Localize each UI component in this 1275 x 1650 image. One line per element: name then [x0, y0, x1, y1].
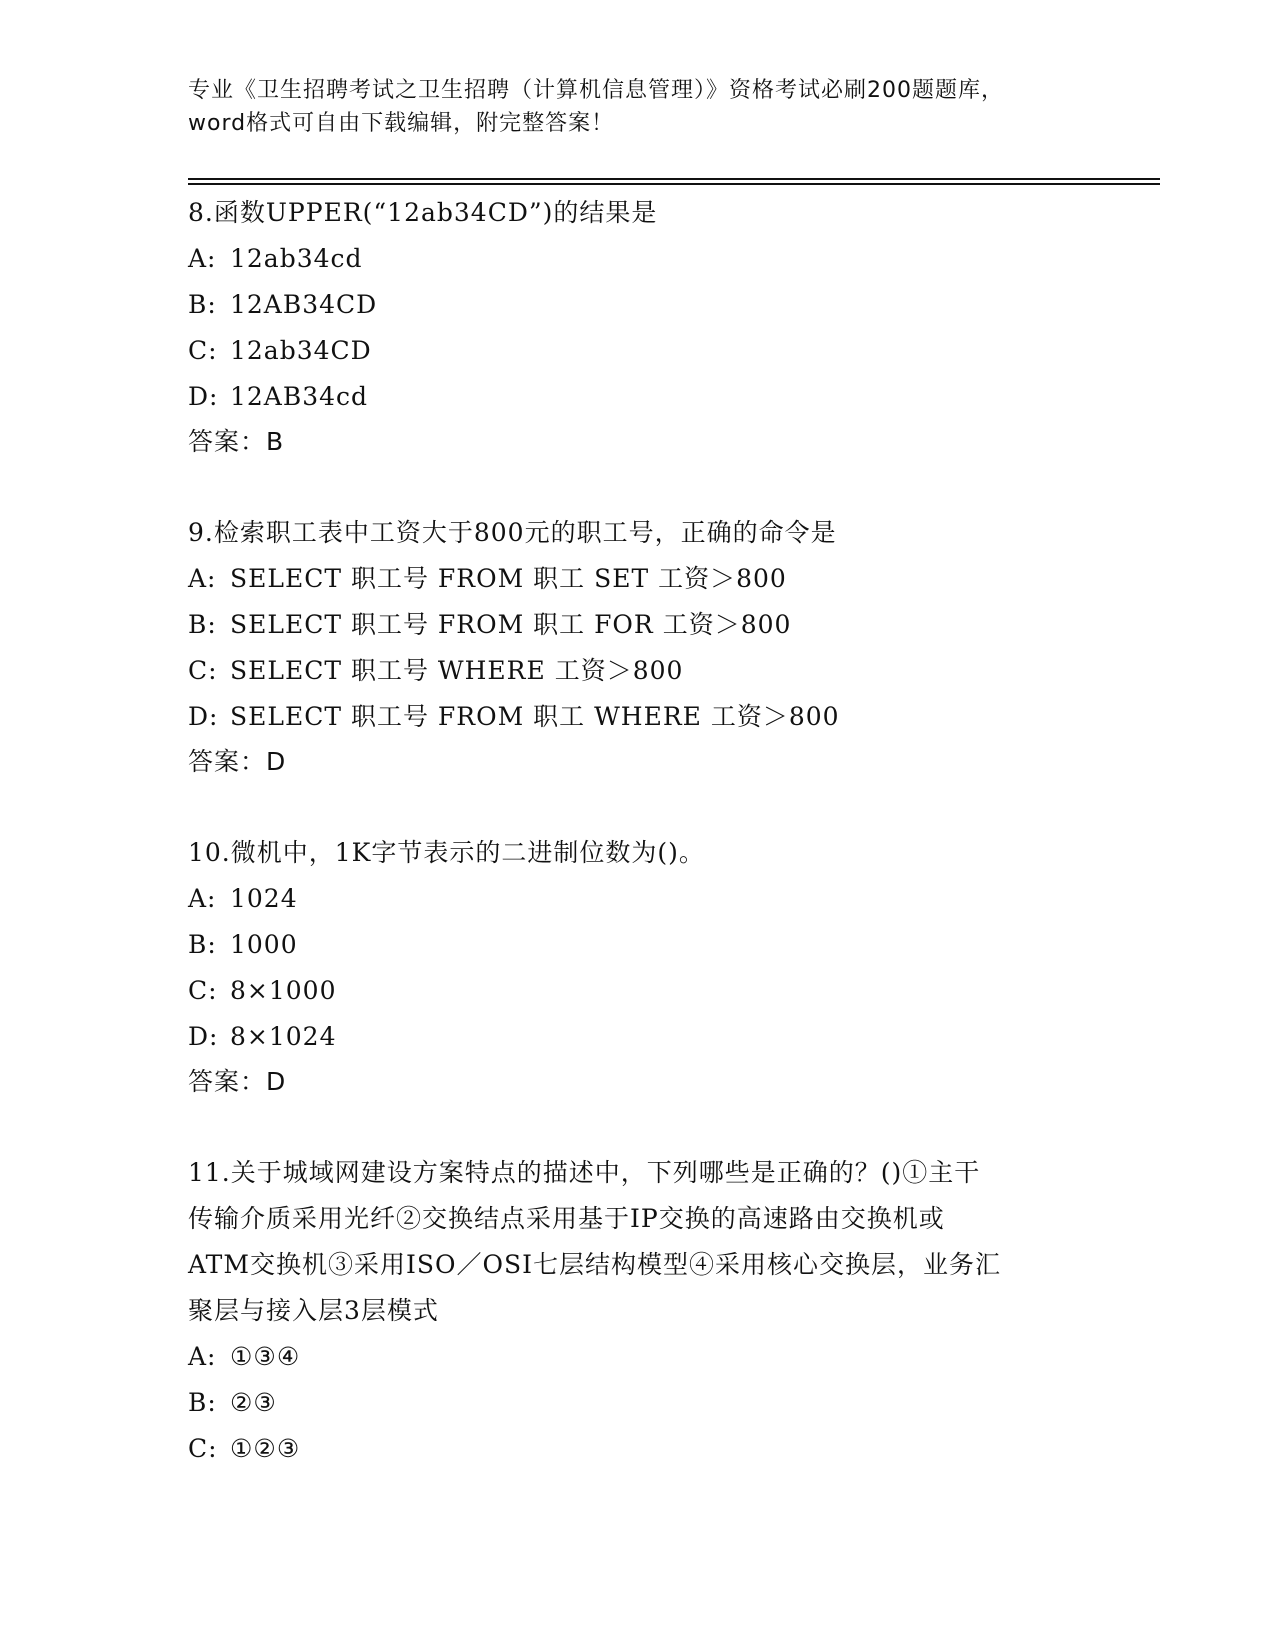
question-stem: 8.函数UPPER(“12ab34CD”)的结果是	[188, 198, 658, 227]
option-b	[188, 1380, 1088, 1426]
option-key: A:	[188, 884, 217, 913]
option-c	[188, 328, 1088, 374]
option-text: 8×1024	[230, 1022, 337, 1051]
option-c	[188, 648, 1088, 694]
question-stem: 9.检索职工表中工资大于800元的职工号，正确的命令是	[188, 518, 837, 547]
option-key: C:	[188, 656, 218, 685]
question-stem-line: ATM交换机③采用ISO／OSI七层结构模型④采用核心交换层，业务汇	[188, 1250, 1001, 1279]
option-key: B:	[188, 930, 217, 959]
option-key: A:	[188, 1342, 217, 1371]
option-text: 1024	[230, 884, 298, 913]
option-key: C:	[188, 336, 218, 365]
question-stem-line: 传输介质采用光纤②交换结点采用基于IP交换的高速路由交换机或	[188, 1204, 945, 1233]
option-d	[188, 1014, 1088, 1060]
option-text: 12AB34cd	[230, 382, 369, 411]
option-text: ②③	[230, 1388, 277, 1417]
option-text: 12ab34cd	[230, 244, 363, 273]
option-key: D:	[188, 702, 219, 731]
option-key: D:	[188, 1022, 219, 1051]
option-text: 12ab34CD	[230, 336, 372, 365]
option-text: SELECT 职工号 FROM 职工 SET 工资＞800	[230, 564, 787, 593]
option-a	[188, 876, 1088, 922]
answer-line: 答案：D	[188, 1067, 287, 1096]
option-d	[188, 374, 1088, 420]
option-a	[188, 236, 1088, 282]
question-stem-line: 11.关于城域网建设方案特点的描述中，下列哪些是正确的？()①主干	[188, 1158, 981, 1187]
question-stem: 10.微机中，1K字节表示的二进制位数为()。	[188, 838, 705, 867]
document-header	[188, 74, 1088, 140]
question-10	[188, 830, 1088, 1104]
option-text: 1000	[230, 930, 298, 959]
option-key: B:	[188, 290, 217, 319]
option-d	[188, 694, 1088, 740]
option-key: B:	[188, 610, 217, 639]
option-text: SELECT 职工号 FROM 职工 WHERE 工资＞800	[230, 702, 840, 731]
option-text: 8×1000	[230, 976, 337, 1005]
question-11	[188, 1150, 1088, 1472]
option-c	[188, 968, 1088, 1014]
question-stem-line: 聚层与接入层3层模式	[188, 1296, 439, 1325]
option-text: ①②③	[230, 1434, 301, 1463]
option-text: SELECT 职工号 FROM 职工 FOR 工资＞800	[230, 610, 792, 639]
option-key: B:	[188, 1388, 217, 1417]
option-text: SELECT 职工号 WHERE 工资＞800	[230, 656, 684, 685]
answer-line: 答案：B	[188, 427, 285, 456]
option-b	[188, 602, 1088, 648]
question-8	[188, 190, 1088, 464]
option-key: A:	[188, 244, 217, 273]
option-text: 12AB34CD	[230, 290, 378, 319]
header-line-2: word格式可自由下载编辑，附完整答案！	[188, 111, 615, 136]
option-key: C:	[188, 1434, 218, 1463]
header-divider-bottom	[188, 183, 1160, 185]
option-key: A:	[188, 564, 217, 593]
answer-line: 答案：D	[188, 747, 287, 776]
option-a	[188, 1334, 1088, 1380]
header-divider-top	[188, 178, 1160, 180]
option-text: ①③④	[230, 1342, 301, 1371]
option-key: C:	[188, 976, 218, 1005]
question-9	[188, 510, 1088, 784]
header-line-1: 专业《卫生招聘考试之卫生招聘（计算机信息管理）》资格考试必刷200题题库，	[188, 78, 1004, 103]
option-key: D:	[188, 382, 219, 411]
option-b	[188, 282, 1088, 328]
option-b	[188, 922, 1088, 968]
option-c	[188, 1426, 1088, 1472]
question-list	[188, 190, 1088, 1472]
option-a	[188, 556, 1088, 602]
